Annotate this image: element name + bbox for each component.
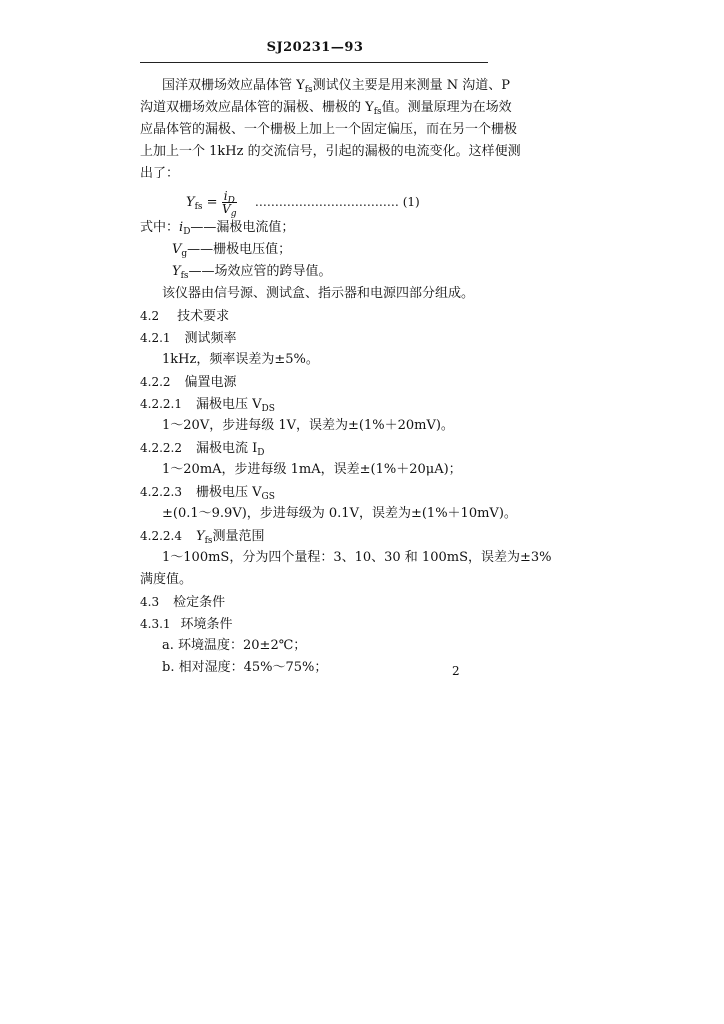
section-4-2-2-4-symbol: Y: [195, 529, 205, 544]
para-line-2: [140, 100, 512, 116]
para-line-2-sub: fs: [373, 107, 382, 117]
section-4-2-2-4-title: 测量范围: [212, 529, 265, 544]
def-1-sub: D: [183, 227, 191, 237]
section-4-2-2-4-body-1: 1～100mS，分为四个量程：3、10、30 和 100mS，误差为±3%: [162, 550, 552, 565]
para-line-2-end: 值。测量原理为在场效: [381, 100, 512, 115]
formula-den-sub: g: [230, 209, 237, 219]
section-4-2-2-2-sub: D: [257, 448, 265, 458]
def-2-symbol: V: [172, 242, 182, 257]
section-4-3-1-item-a: a. 环境温度：20±2℃；: [162, 638, 307, 653]
formula-lhs-sub: fs: [194, 202, 203, 212]
formula: [186, 188, 420, 217]
formula-eq: =: [202, 195, 222, 210]
section-4-2-2-3-body: ±(0.1～9.9V)，步进每级为 0.1V，误差为±(1%＋10mV)。: [162, 506, 517, 521]
para-line-4: 上加上一个 1kHz 的交流信号，引起的漏极的电流变化。这样便测: [140, 144, 521, 159]
formula-denominator: [222, 202, 237, 219]
section-4-2-2-4-num: 4.2.2.4: [140, 529, 182, 543]
def-line-1: [140, 220, 294, 236]
document-header: SJ20231—93: [266, 40, 364, 55]
formula-num-sub: D: [227, 196, 235, 206]
formula-den-sym: V: [222, 202, 231, 216]
section-4-2-2-2-title: 漏极电流 I: [195, 441, 258, 456]
def-3-symbol: Y: [172, 264, 181, 279]
section-4-2-2-2: [140, 440, 264, 457]
section-4-2-2-4-body-2: 满度值。: [140, 572, 193, 587]
para-line-1: [162, 78, 510, 94]
page-number: 2: [452, 664, 460, 678]
def-2-sub: g: [181, 249, 188, 259]
def-1-symbol: i: [179, 220, 184, 235]
section-4-2-2-3-num: 4.2.2.3: [140, 485, 182, 499]
para-line-3: 应晶体管的漏极、一个栅极上加上一个固定偏压，而在另一个栅极: [140, 122, 518, 137]
section-4-2-2: [140, 374, 237, 391]
def-3-text: ——场效应管的跨导值。: [188, 264, 332, 279]
section-4-2-2-2-body: 1～20mA，步进每级 1mA，误差±(1%＋20μA)；: [162, 462, 462, 477]
section-4-3-num: 4.3: [140, 595, 160, 609]
section-4-2-2-4: [140, 528, 265, 545]
section-4-2-2-1-sub: DS: [261, 404, 275, 414]
section-4-2-2-num: 4.2.2: [140, 375, 171, 389]
section-4-2-num: 4.2: [140, 309, 160, 323]
formula-lhs: Y: [186, 195, 195, 210]
formula-fraction: [222, 189, 237, 219]
formula-dots: ……………………………… (1): [254, 195, 420, 209]
section-4-2-2-2-num: 4.2.2.2: [140, 441, 182, 455]
composition-text: 该仪器由信号源、测试盒、指示器和电源四部分组成。: [162, 286, 475, 301]
section-4-2-2-1-body: 1～20V，步进每级 1V，误差为±(1%＋20mV)。: [162, 418, 454, 433]
section-4-3-1-title: 环境条件: [180, 617, 233, 632]
section-4-3-1-num: 4.3.1: [140, 617, 171, 631]
header-rule: [140, 62, 488, 63]
para-line-1-text: 国洋双栅场效应晶体管 Y: [162, 78, 305, 93]
section-4-3-1-item-b: b. 相对湿度：45%～75%；: [162, 660, 328, 675]
section-4-2-1: [140, 330, 237, 347]
section-4-2-1-num: 4.2.1: [140, 331, 171, 345]
def-line-2: [172, 242, 291, 258]
section-4-3-1: [140, 616, 233, 633]
para-line-5: 出了：: [140, 166, 180, 181]
para-line-2-text: 沟道双栅场效应晶体管的漏极、栅极的 Y: [140, 100, 374, 115]
formula-num-sym: i: [223, 189, 228, 203]
section-4-2-2-1: [140, 396, 275, 413]
def-2-text: ——栅极电压值；: [187, 242, 292, 257]
section-4-2-1-title: 测试频率: [184, 331, 237, 346]
section-4-2-2-1-num: 4.2.2.1: [140, 397, 182, 411]
section-4-2-2-3-sub: GS: [261, 492, 275, 502]
def-3-sub: fs: [180, 271, 189, 281]
section-4-3: [140, 594, 225, 611]
section-4-2: [140, 308, 229, 325]
section-4-3-title: 检定条件: [173, 595, 226, 610]
section-4-2-1-body: 1kHz，频率误差为±5%。: [162, 352, 319, 367]
para-line-1-end: 测试仪主要是用来测量 N 沟道、P: [312, 78, 511, 93]
para-line-1-sub: fs: [304, 85, 313, 95]
section-4-2-2-4-sub: fs: [204, 536, 213, 546]
section-4-2-2-3-title: 栅极电压 V: [195, 485, 262, 500]
def-line-3: [172, 264, 332, 280]
section-4-2-2-title: 偏置电源: [184, 375, 237, 390]
section-4-2-2-3: [140, 484, 275, 501]
section-4-2-2-1-title: 漏极电压 V: [195, 397, 262, 412]
def-prefix: 式中：: [140, 220, 180, 235]
section-4-2-title: 技术要求: [177, 309, 230, 324]
def-1-text: ——漏极电流值；: [190, 220, 295, 235]
